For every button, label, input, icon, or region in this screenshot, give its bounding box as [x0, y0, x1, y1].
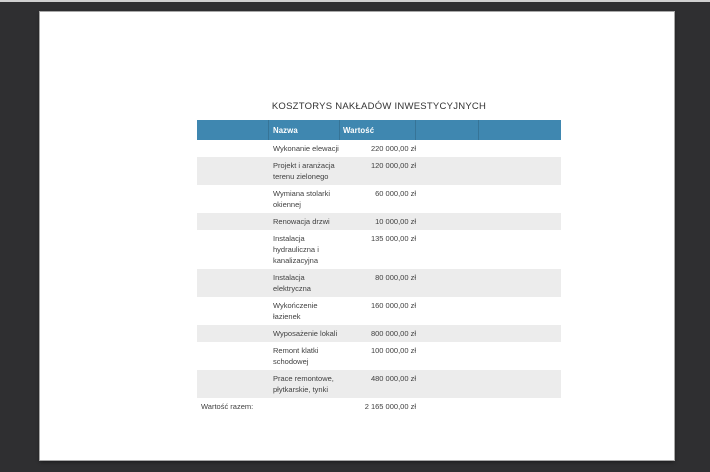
table-row[interactable] — [197, 230, 561, 269]
name-cell[interactable]: Remont klatki schodowej — [273, 346, 319, 366]
table-row[interactable] — [197, 325, 561, 342]
table-row[interactable] — [197, 370, 561, 398]
column-header-wartosc[interactable]: Wartość — [343, 125, 375, 135]
value-cell[interactable]: 135 000,00 zł — [370, 234, 416, 243]
column-header-nazwa[interactable]: Nazwa — [273, 125, 298, 135]
total-label[interactable]: Wartość razem: — [201, 402, 254, 411]
table-footer-row[interactable] — [197, 398, 561, 415]
empty-cell — [197, 185, 268, 213]
name-cell[interactable]: Renowacja drzwi — [273, 217, 330, 226]
empty-cell — [197, 230, 268, 269]
value-cell[interactable]: 160 000,00 zł — [370, 301, 416, 310]
table-row[interactable] — [197, 297, 561, 325]
window-top-edge — [0, 0, 710, 2]
table-row[interactable] — [197, 185, 561, 213]
table-row[interactable] — [197, 157, 561, 185]
value-cell[interactable]: 220 000,00 zł — [370, 144, 416, 153]
table-row[interactable] — [197, 269, 561, 297]
value-cell[interactable]: 10 000,00 zł — [375, 217, 416, 226]
table-row[interactable] — [197, 140, 561, 157]
header-column-divider — [268, 120, 269, 140]
name-cell[interactable]: Instalacja hydrauliczna i kanalizacyjna — [273, 234, 319, 265]
total-value[interactable]: 2 165 000,00 zł — [364, 402, 416, 411]
name-cell[interactable]: Wyposażenie lokali — [273, 329, 338, 338]
document-title[interactable]: KOSZTORYS NAKŁADÓW INWESTYCYJNYCH — [271, 101, 487, 112]
name-cell[interactable]: Prace remontowe, płytkarskie, tynki — [273, 374, 334, 394]
name-cell[interactable]: Wykonanie elewacji — [273, 144, 339, 153]
value-cell[interactable]: 120 000,00 zł — [370, 161, 416, 170]
value-cell[interactable]: 800 000,00 zł — [370, 329, 416, 338]
empty-cell — [197, 140, 268, 157]
value-cell[interactable]: 480 000,00 zł — [370, 374, 416, 383]
name-cell[interactable]: Wykończenie łazienek — [273, 301, 318, 321]
empty-cell — [197, 269, 268, 297]
name-cell[interactable]: Instalacja elektryczna — [273, 273, 311, 293]
value-cell[interactable]: 60 000,00 zł — [375, 189, 416, 198]
header-column-divider — [415, 120, 416, 140]
cost-table — [197, 120, 561, 415]
empty-cell — [197, 342, 268, 370]
empty-cell — [197, 297, 268, 325]
value-cell[interactable]: 80 000,00 zł — [375, 273, 416, 282]
value-cell[interactable]: 100 000,00 zł — [370, 346, 416, 355]
empty-cell — [197, 325, 268, 342]
name-cell[interactable]: Projekt i aranżacja terenu zielonego — [273, 161, 335, 181]
table-row[interactable] — [197, 342, 561, 370]
table-row[interactable] — [197, 213, 561, 230]
header-column-divider — [339, 120, 340, 140]
table-header-row[interactable] — [197, 120, 561, 140]
document-page — [40, 12, 674, 460]
empty-cell — [197, 213, 268, 230]
empty-cell — [197, 157, 268, 185]
header-column-divider — [478, 120, 479, 140]
empty-cell — [197, 370, 268, 398]
table-body — [197, 140, 561, 398]
name-cell[interactable]: Wymiana stolarki okiennej — [273, 189, 331, 209]
